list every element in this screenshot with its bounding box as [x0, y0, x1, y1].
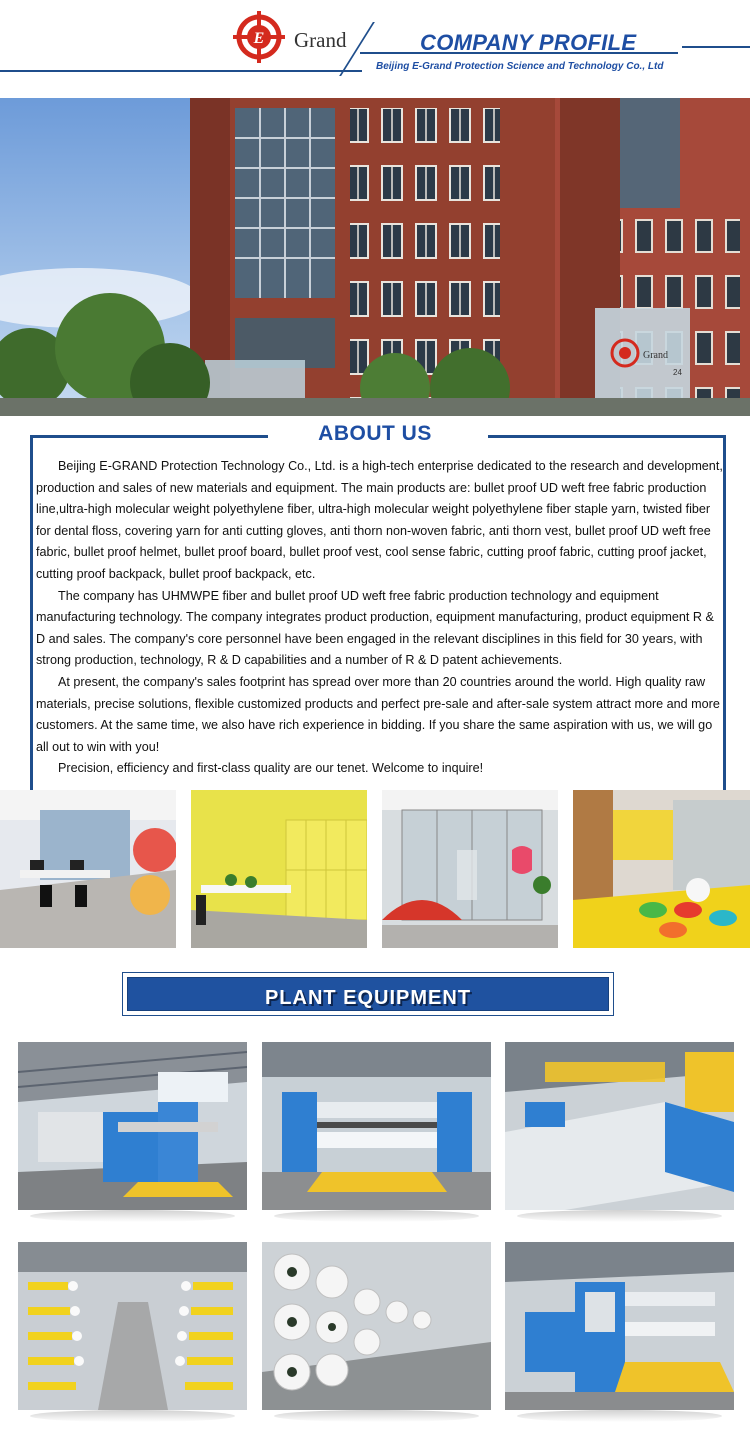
- about-paragraph: Precision, efficiency and first-class quality are our tenet. Welcome to inquire!: [58, 761, 484, 776]
- photo-shadow: [30, 1210, 235, 1222]
- photo-shadow: [274, 1410, 479, 1422]
- plant-heading: PLANT EQUIPMENT: [264, 987, 472, 1009]
- about-paragraph: At present, the company's sales footprint has spread over more than 20 countries around the world. High quality raw materials, precise solutions, flexible customized products and perfect pre-sale and after-sale system attract more and more customers. At the same time, we also have rich experience in bidding. If you share the same aspiration with us, we will go all out to win with you!: [36, 674, 720, 754]
- about-paragraph: Beijing E-GRAND Protection Technology Co., Ltd. is a high-tech enterprise dedicated to the research and development, production and sales of new materials and equipment. The main products are: bullet proof UD weft free fabric production line,ultra-high molecular weight polyethylene fiber, ultra-high molecular weight polyethylene fiber staple yarn, twisted fiber for dental floss, covering yarn for anti cutting gloves, anti thorn non-woven fabric, anti thorn vest, bullet proof UD weft free fabric, bullet proof helmet, bullet proof board, bullet proof vest, cool sense fabric, cutting proof fabric, cutting proof jacket, cutting proof backpack, bullet proof backpack, etc.: [36, 459, 723, 581]
- about-paragraph: The company has UHMWPE fiber and bullet proof UD weft free fabric production technology and equipment manufacturing technology. The company integrates product production, equipment manufacturing, product equipment R & D and sales. The company's core personnel have been engaged in the relevant disciplines in this field for 30 years, with strong production, technology, R & D capabilities and a number of R & D patent achievements.: [36, 588, 714, 668]
- about-text: [36, 456, 726, 780]
- sign-text: Grand: [643, 350, 668, 361]
- photo-shadow: [517, 1410, 722, 1422]
- equipment-photo-5: [262, 1242, 491, 1410]
- office-photos: [0, 790, 750, 948]
- about-section: [0, 416, 750, 790]
- company-logo: [232, 10, 286, 64]
- photo-shadow: [30, 1410, 235, 1422]
- equipment-photo-2: [262, 1042, 491, 1210]
- equipment-photo-1: [18, 1042, 247, 1210]
- header-rule: [0, 70, 362, 72]
- office-photo-3: [382, 790, 558, 948]
- brand-name: Grand: [294, 28, 347, 52]
- equipment-photo-6: [505, 1242, 734, 1410]
- photo-shadow: [517, 1210, 722, 1222]
- plant-banner-fill: [127, 977, 609, 1011]
- equipment-photo-4: [18, 1242, 247, 1410]
- page-header: [0, 0, 750, 98]
- office-photo-4: [573, 790, 750, 948]
- photo-shadow: [274, 1210, 479, 1222]
- logo-letter: E: [253, 30, 265, 47]
- office-photo-1: [0, 790, 176, 948]
- company-name: Beijing E-Grand Protection Science and Technology Co., Ltd: [376, 61, 664, 72]
- office-photo-2: [191, 790, 367, 948]
- page-title: COMPANY PROFILE: [420, 30, 637, 55]
- sign-number: 24: [673, 368, 682, 377]
- equipment-photo-3: [505, 1042, 734, 1210]
- frame-line: [30, 435, 33, 790]
- headquarters-photo: [0, 98, 750, 416]
- about-heading: ABOUT US: [318, 422, 432, 445]
- plant-banner: [122, 972, 614, 1016]
- building-illustration: [0, 98, 750, 416]
- header-rule: [682, 46, 750, 48]
